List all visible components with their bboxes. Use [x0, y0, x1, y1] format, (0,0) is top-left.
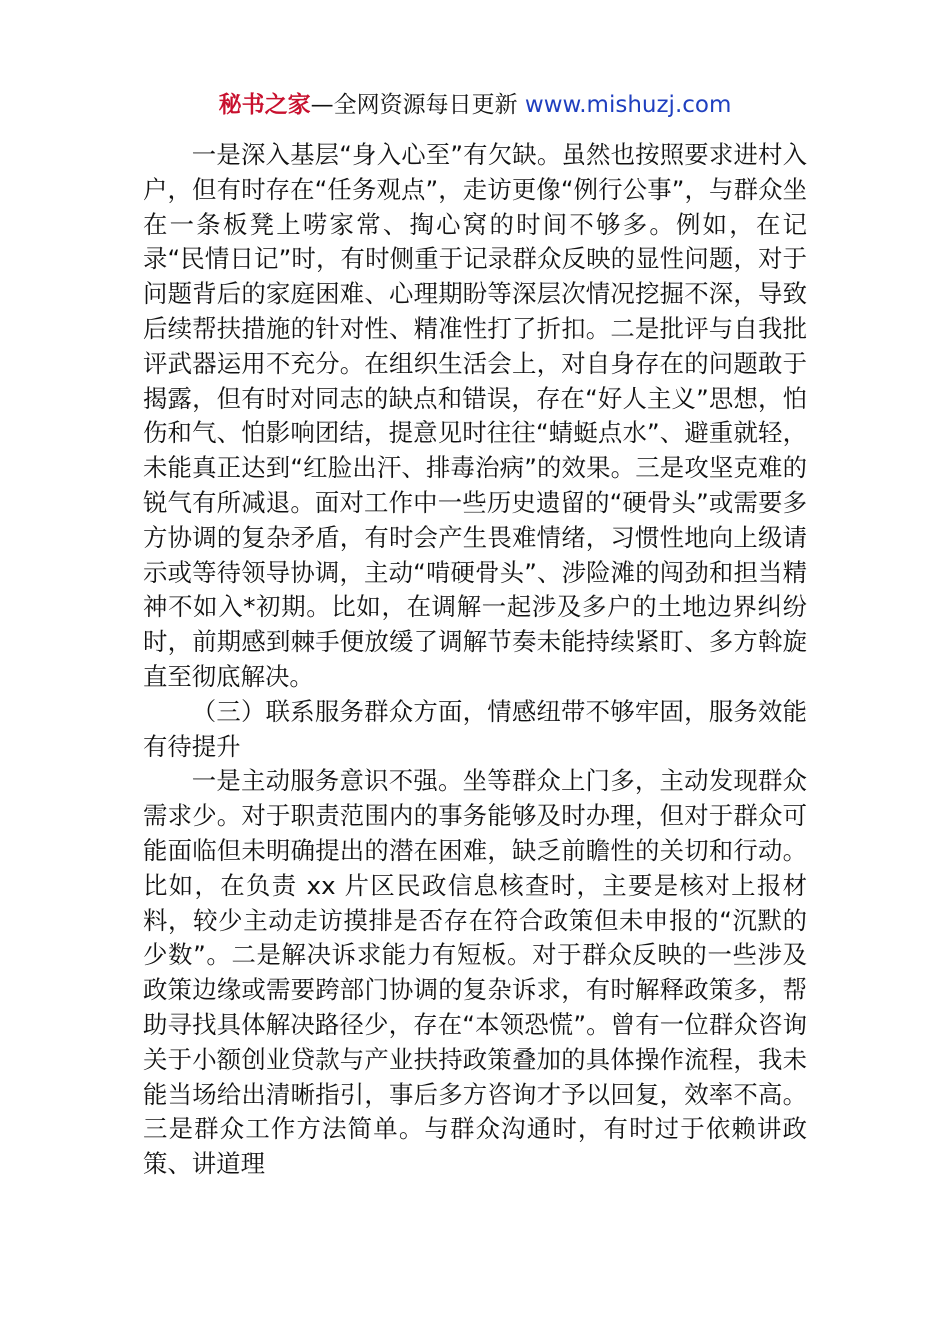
site-url-link[interactable]: www.mishuzj.com — [524, 92, 732, 118]
site-tagline: —全网资源每日更新 — [310, 92, 518, 118]
paragraph-1: 一是深入基层“身入心至”有欠缺。虽然也按照要求进村入户，但有时存在“任务观点”，走访更像“例行公事”，与群众坐在一条板凳上唠家常、掏心窝的时间不够多。例如，在记录“民情日记”时，有时侧重于记录群众反映的显性问题，对于问题背后的家庭困难、心理期盼等深层次情况挖掘不深，导致后续帮扶措施的针对性、精准性打了折扣。二是批评与自我批评武器运用不充分。在组织生活会上，对自身存在的问题敢于揭露，但有时对同志的缺点和错误，存在“好人主义”思想，怕伤和气、怕影响团结，提意见时往往“蜻蜓点水”、避重就轻，未能真正达到“红脸出汗、排毒治病”的效果。三是攻坚克难的锐气有所减退。面对工作中一些历史遗留的“硬骨头”或需要多方协调的复杂矛盾，有时会产生畏难情绪，习惯性地向上级请示或等待领导协调，主动“啃硬骨头”、涉险滩的闯劲和担当精神不如入*初期。比如，在调解一起涉及多户的土地边界纠纷时，前期感到棘手便放缓了调解节奏未能持续紧盯、多方斡旋直至彻底解决。 — [143, 140, 807, 691]
section-heading-3: （三）联系服务群众方面，情感纽带不够牢固，服务效能有待提升 — [143, 696, 807, 761]
paragraph-2: 一是主动服务意识不强。坐等群众上门多，主动发现群众需求少。对于职责范围内的事务能够及时办理，但对于群众可能面临但未明确提出的潜在困难，缺乏前瞻性的关切和行动。比如，在负责 xx 片区民政信息核查时，主要是核对上报材料，较少主动走访摸排是否存在符合政策但未申报的“沉默的少数”。二是解决诉求能力有短板。对于群众反映的一些涉及政策边缘或需要跨部门协调的复杂诉求，有时解释政策多，帮助寻找具体解决路径少，存在“本领恐慌”。曾有一位群众咨询关于小额创业贷款与产业扶持政策叠加的具体操作流程，我未能当场给出清晰指引，事后多方咨询才予以回复，效率不高。三是群众工作方法简单。与群众沟通时，有时过于依赖讲政策、讲道理 — [143, 766, 807, 1179]
site-header — [0, 88, 950, 122]
site-brand: 秘书之家 — [218, 92, 311, 118]
document-body — [143, 138, 807, 1182]
